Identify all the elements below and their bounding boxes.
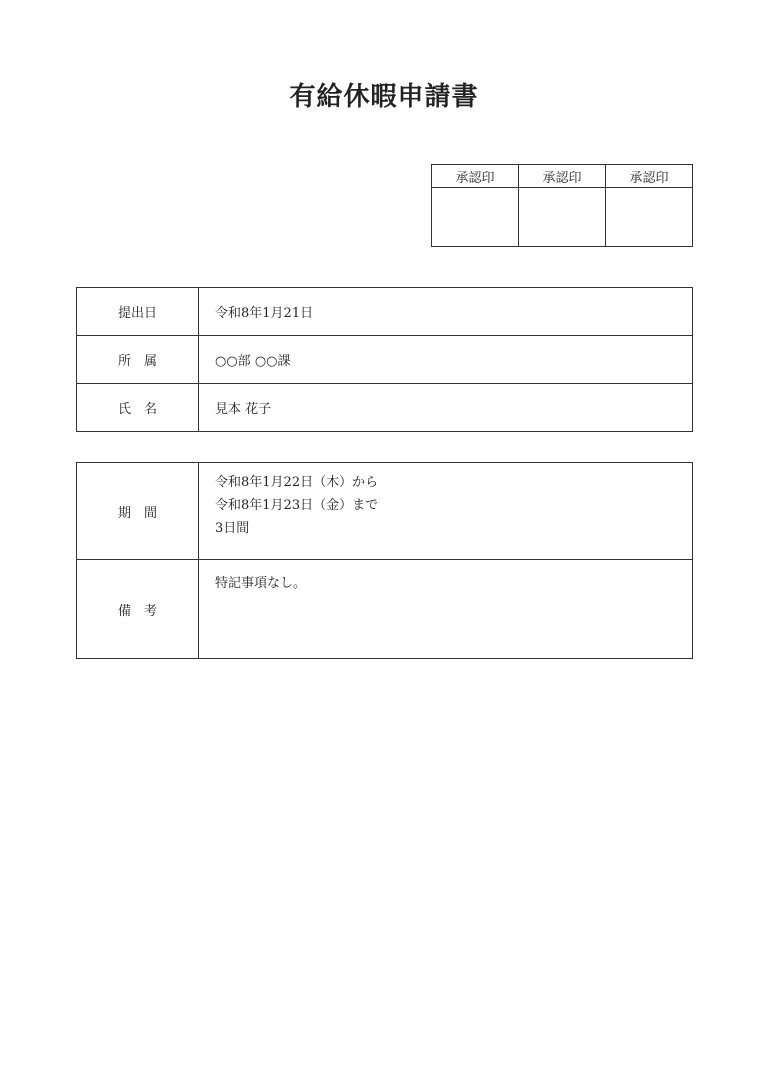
- approval-stamp-row: [432, 188, 693, 247]
- period-days: 3日間: [215, 521, 250, 536]
- name-label: 氏 名: [77, 384, 199, 432]
- name-value: 見本 花子: [199, 384, 693, 432]
- approval-stamp-box: [606, 188, 693, 247]
- approval-stamp-box: [519, 188, 606, 247]
- department-label: 所 属: [77, 336, 199, 384]
- department-value: ○○部 ○○課: [199, 336, 693, 384]
- approval-stamp-header: 承認印: [606, 165, 693, 188]
- document-title: 有給休暇申請書: [289, 82, 479, 112]
- submission-date-value: 令和8年1月21日: [199, 288, 693, 336]
- period-start: 令和8年1月22日（木）から: [215, 475, 379, 490]
- period-end: 令和8年1月23日（金）まで: [215, 498, 379, 513]
- period-label: 期 間: [77, 463, 199, 560]
- table-row: [77, 384, 693, 432]
- table-row: [77, 288, 693, 336]
- applicant-info-table: [76, 287, 693, 432]
- leave-detail-table: [76, 462, 693, 659]
- submission-date-label: 提出日: [77, 288, 199, 336]
- table-row: [77, 336, 693, 384]
- table-row: [77, 560, 693, 659]
- approval-stamp-header: 承認印: [432, 165, 519, 188]
- period-value: [199, 463, 693, 560]
- remarks-value: 特記事項なし。: [199, 560, 693, 659]
- approval-stamp-header: 承認印: [519, 165, 606, 188]
- table-row: [77, 463, 693, 560]
- remarks-label: 備 考: [77, 560, 199, 659]
- approval-stamp-table: [431, 164, 693, 247]
- approval-header-row: [432, 165, 693, 188]
- approval-stamp-box: [432, 188, 519, 247]
